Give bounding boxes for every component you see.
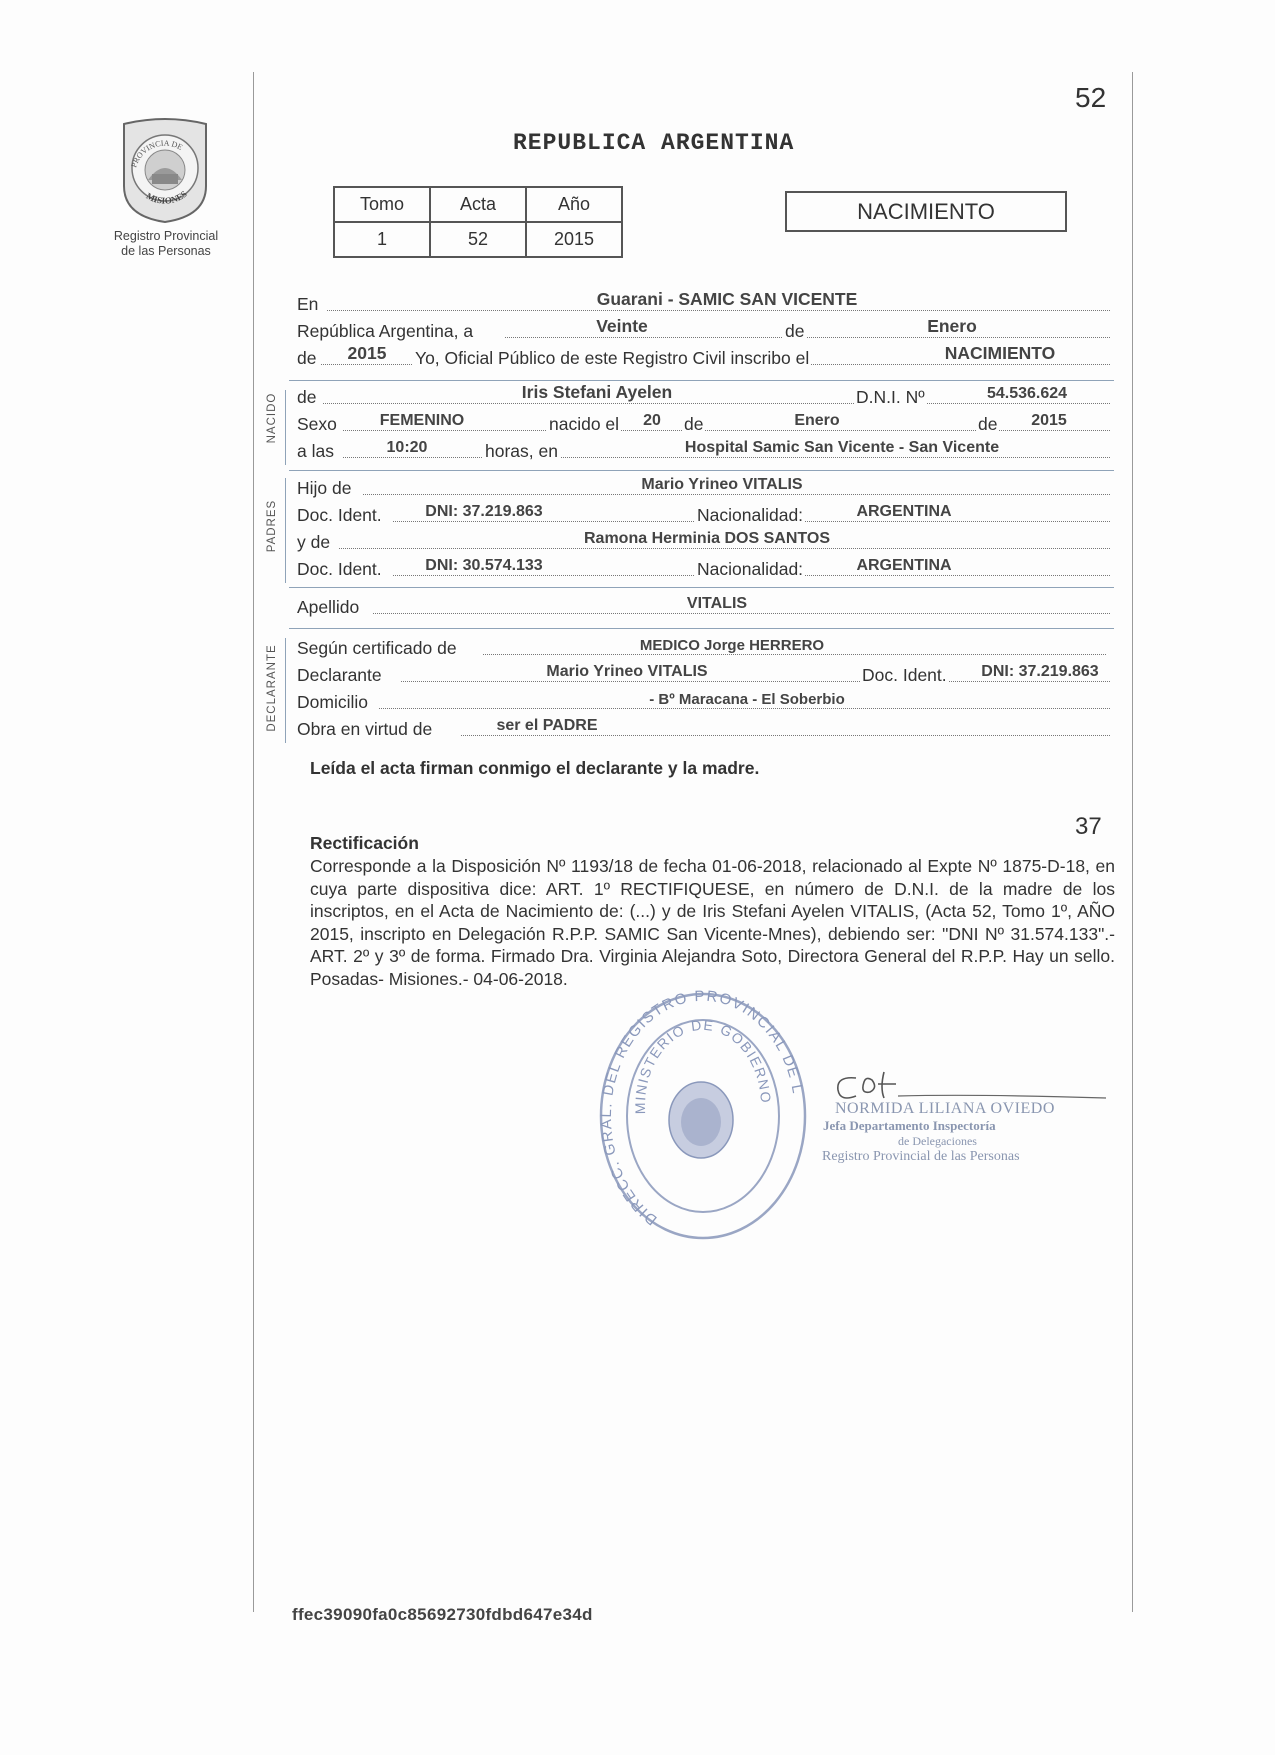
- value-obra: ser el PADRE: [496, 717, 598, 734]
- label-dni: D.N.I. Nº: [856, 387, 925, 407]
- value-madre-doc: DNI: 30.574.133: [425, 557, 543, 574]
- value-apellido: VITALIS: [686, 595, 748, 612]
- document-hash: ffec39090fa0c85692730fdbd647e34d: [292, 1605, 593, 1624]
- record-table: [333, 186, 623, 258]
- value-padre-doc: DNI: 37.219.863: [425, 503, 543, 520]
- value-tipo: NACIMIENTO: [944, 343, 1056, 363]
- anio-value: 2015: [526, 222, 622, 257]
- value-doc-declarante: DNI: 37.219.863: [981, 663, 1099, 680]
- value-dia: Veinte: [596, 316, 648, 336]
- label-de-dia: de: [684, 414, 704, 434]
- row-padre-doc: [297, 501, 1110, 528]
- value-mes: Enero: [927, 316, 977, 336]
- rectificacion-title: Rectificación: [310, 833, 419, 853]
- declarante-bracket: [285, 638, 286, 743]
- padres-bracket: [285, 478, 286, 583]
- section-label-padres: PADRES: [266, 499, 278, 553]
- signatory-name: NORMIDA LILIANA OVIEDO: [835, 1100, 1055, 1117]
- row-nacido-nombre: [297, 383, 1110, 410]
- registry-label-line2: de las Personas: [121, 244, 211, 258]
- label-de-anio-nac: de: [978, 414, 998, 434]
- tomo-value: 1: [334, 222, 430, 257]
- value-mes-nac: Enero: [794, 412, 840, 429]
- page-number: 52: [1075, 82, 1107, 113]
- row-nacido-sexo: [297, 410, 1110, 437]
- label-y-de: y de: [297, 532, 331, 552]
- value-declarante: Mario Yrineo VITALIS: [546, 663, 708, 680]
- value-anio-nac: 2015: [1031, 412, 1067, 429]
- value-domicilio: - Bº Maracana - El Soberbio: [649, 691, 845, 708]
- label-de-mes: de: [785, 321, 805, 341]
- label-horas-en: horas, en: [485, 441, 558, 461]
- row-y-de: [297, 528, 1110, 555]
- value-certificado: MEDICO Jorge HERRERO: [639, 637, 825, 654]
- dots: [343, 457, 1110, 458]
- label-inscribo: Yo, Oficial Público de este Registro Civil inscribo el: [415, 348, 810, 368]
- dots: [461, 735, 1110, 736]
- left-margin-line: [253, 72, 254, 1612]
- dots: [327, 310, 1110, 311]
- signatory-title: Jefa Departamento Inspectoría: [823, 1118, 996, 1133]
- label-doc-padre: Doc. Ident.: [297, 505, 382, 525]
- row-hijo-de: [297, 474, 1110, 501]
- value-padre: Mario Yrineo VITALIS: [641, 476, 803, 493]
- row-madre-doc: [297, 555, 1110, 582]
- row-en: [297, 290, 1110, 317]
- label-de-anio: de: [297, 348, 317, 368]
- section-label-declarante: DECLARANTE: [266, 644, 278, 732]
- dots: [363, 494, 1110, 495]
- value-dni: 54.536.624: [986, 385, 1068, 402]
- dots: [339, 548, 1110, 549]
- label-de-nombre: de: [297, 387, 317, 407]
- label-republica: República Argentina, a: [297, 321, 474, 341]
- value-anio: 2015: [347, 343, 387, 363]
- value-madre: Ramona Herminia DOS SANTOS: [584, 530, 830, 547]
- stamp-ring-text: DIRECC. GRAL. DEL REGISTRO PROVINCIAL DE L: [598, 990, 807, 1229]
- dots: [379, 708, 1110, 709]
- value-padre-nac: ARGENTINA: [856, 503, 952, 520]
- label-nacionalidad-madre: Nacionalidad:: [697, 559, 804, 579]
- anio-header: Año: [526, 187, 622, 222]
- dots: [483, 654, 1106, 655]
- row-certificado: [297, 634, 1110, 661]
- label-declarante: Declarante: [297, 665, 382, 685]
- row-apellido: [297, 593, 1110, 620]
- value-lugar: Hospital Samic San Vicente - San Vicente: [684, 439, 1000, 456]
- dots: [401, 681, 1110, 682]
- province-seal-logo: [116, 116, 214, 224]
- value-dia-nac: 20: [643, 412, 661, 429]
- registry-label: [86, 229, 246, 259]
- signature-stamp: [820, 1100, 1060, 1165]
- label-en: En: [297, 294, 319, 314]
- label-sexo: Sexo: [297, 414, 337, 434]
- label-nacido-el: nacido el: [549, 414, 620, 434]
- registry-label-line1: Registro Provincial: [113, 229, 219, 243]
- acta-header: Acta: [430, 187, 526, 222]
- label-apellido: Apellido: [297, 597, 360, 617]
- section-rule: [289, 587, 1114, 588]
- signatory-registry: Registro Provincial de las Personas: [822, 1149, 1020, 1164]
- section-label-nacido: NACIDO: [266, 392, 278, 444]
- value-en: Guarani - SAMIC SAN VICENTE: [596, 289, 858, 309]
- label-certificado: Según certificado de: [297, 638, 457, 658]
- row-obra: [297, 715, 1110, 742]
- dots: [373, 613, 1110, 614]
- row-anio: [297, 344, 1110, 371]
- seal-text-bottom: MISIONES: [144, 188, 189, 206]
- section-rule: [289, 380, 1114, 381]
- closing-statement: Leída el acta firman conmigo el declarante y la madre.: [310, 758, 760, 778]
- label-a-las: a las: [297, 441, 334, 461]
- dots: [323, 403, 1110, 404]
- tomo-header: Tomo: [334, 187, 430, 222]
- label-obra: Obra en virtud de: [297, 719, 433, 739]
- signatory-dept: de Delegaciones: [898, 1134, 977, 1148]
- value-hora: 10:20: [386, 439, 428, 456]
- record-table-header-row: [334, 187, 622, 222]
- section-rule: [289, 470, 1114, 471]
- label-domicilio: Domicilio: [297, 692, 368, 712]
- rectificacion-body: Corresponde a la Disposición Nº 1193/18 de fecha 01-06-2018, relacionado al Expte Nº 1875-D-18, en cuya parte dispositiva dice: ART. 1º RECTIFIQUESE, en número de D.N.I. de la madre de los inscriptos, en el Acta de Nacimiento de: (...) y de Iris Stefani Ayelen VITALIS, (Acta 52, Tomo 1º, AÑO 2015, inscripto en Delegación R.P.P. SAMIC San Vicente-Mnes), debiendo ser: "DNI Nº 31.574.133".- ART. 2º y 3º de forma. Firmado Dra. Virginia Alejandra Soto, Directora General del R.P.P. Hay un sello. Posadas- Misiones.- 04-06-2018.: [310, 856, 1115, 989]
- seal-text-top: PROVINCIA DE: [129, 138, 185, 169]
- document-title: REPUBLICA ARGENTINA: [513, 130, 795, 156]
- label-doc-declarante: Doc. Ident.: [862, 665, 947, 685]
- label-hijo-de: Hijo de: [297, 478, 352, 498]
- rectificacion-number: 37: [1075, 813, 1102, 840]
- value-nombre: Iris Stefani Ayelen: [521, 382, 673, 402]
- record-type-box: NACIMIENTO: [785, 191, 1067, 232]
- row-declarante: [297, 661, 1110, 688]
- official-stamp: [598, 990, 808, 1242]
- label-doc-madre: Doc. Ident.: [297, 559, 382, 579]
- row-domicilio: [297, 688, 1110, 715]
- nacido-bracket: [285, 390, 286, 465]
- section-rule: [289, 628, 1114, 629]
- right-margin-line: [1132, 72, 1133, 1612]
- value-madre-nac: ARGENTINA: [856, 557, 952, 574]
- value-sexo: FEMENINO: [379, 412, 465, 429]
- stamp-inner-text: MINISTERIO DE GOBIERNO: [631, 1016, 775, 1115]
- acta-value: 52: [430, 222, 526, 257]
- row-nacido-hora: [297, 437, 1110, 464]
- row-fecha: [297, 317, 1110, 344]
- record-table-value-row: [334, 222, 622, 257]
- dots: [505, 337, 1110, 338]
- label-nacionalidad-padre: Nacionalidad:: [697, 505, 804, 525]
